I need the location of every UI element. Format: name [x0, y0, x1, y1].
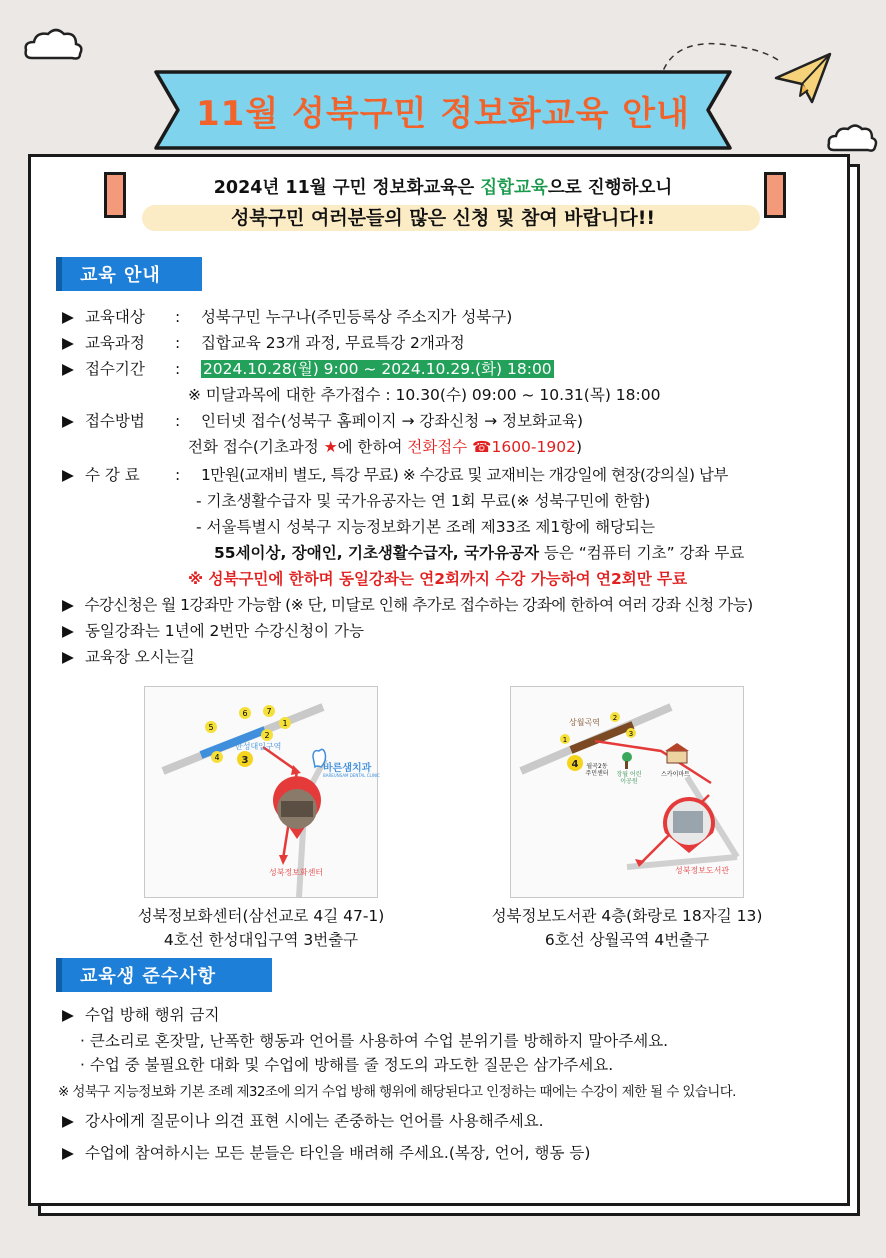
svg-text:1: 1	[282, 719, 288, 728]
law-note: ※ 성북구 지능정보화 기본 조례 제32조에 의거 수업 방해 행위에 해당된다고 인정하는 때에는 수강이 제한 될 수 있습니다.	[58, 1084, 736, 1100]
info-row-target: ▶ 교육대상 : 성북구민 누구나(주민등록상 주소지가 성북구)	[62, 308, 513, 326]
map1-landmark-en: BAREUNSAM DENTAL CLINIC	[323, 773, 380, 778]
intro-line-2: 성북구민 여러분들의 많은 신청 및 참여 바랍니다!!	[230, 207, 656, 229]
cloud-icon	[826, 122, 878, 156]
map2-station-label: 상월곡역	[569, 718, 600, 727]
map1-station-label: 한성대입구역	[235, 742, 282, 751]
info-row-period: ▶ 접수기간 : 2024.10.28(월) 9:00 ~ 2024.10.29.(화) 18:00	[62, 360, 552, 378]
conduct-sub-1: · 큰소리로 혼잣말, 난폭한 행동과 언어를 사용하여 수업 분위기를 방해하지 말아주세요.	[80, 1032, 669, 1050]
intro-line-1: 2024년 11월 구민 정보화교육은 집합교육으로 진행하오니	[213, 178, 673, 198]
svg-text:7: 7	[266, 707, 272, 716]
map2-landmark-2: 장월 어린이공원	[616, 771, 642, 785]
svg-text:1: 1	[562, 736, 568, 744]
conduct-row-2: ▶ 강사에게 질문이나 의견 표현 시에는 존중하는 언어를 사용해주세요.	[62, 1112, 544, 1130]
map1-caption: 성북정보화센터(삼선교로 4길 47-1) 4호선 한성대입구역 3번출구	[137, 907, 385, 949]
cloud-icon	[22, 26, 84, 64]
svg-text:4: 4	[214, 753, 220, 762]
svg-text:5: 5	[208, 723, 214, 732]
page-title: 11월 성북구민 정보화교육 안내	[196, 93, 690, 134]
svg-text:3: 3	[241, 755, 249, 766]
star-icon: ★	[323, 438, 338, 456]
phone-number: 전화접수 ☎1600-1902	[407, 438, 576, 456]
title-banner	[148, 68, 738, 152]
map2-destination: 성북정보도서관	[675, 866, 730, 875]
paper-plane-icon	[772, 48, 834, 106]
conduct-row-3: ▶ 수업에 참여하시는 모든 분들은 타인을 배려해 주세요.(복장, 언어, 행동 등)	[62, 1144, 591, 1162]
section-heading-rules: 교육생 준수사항	[56, 958, 272, 992]
svg-text:2: 2	[264, 731, 270, 740]
conduct-row-1: ▶ 수업 방해 행위 금지	[62, 1006, 220, 1024]
intro-highlight: 집합교육	[480, 178, 548, 198]
map1-landmark: 바른샘치과	[323, 763, 372, 774]
info-row-phone: 전화 접수(기초과정 ★에 한하여 전화접수 ☎1600-1902)	[188, 438, 583, 456]
map2-caption: 성북정보도서관 4층(화랑로 18자길 13) 6호선 상월곡역 4번출구	[491, 907, 763, 949]
svg-text:2: 2	[612, 714, 618, 722]
map2-landmark-1: 월곡2동 주민센터	[585, 763, 609, 777]
rule-row-3: ▶ 교육장 오시는길	[62, 648, 195, 666]
map-info-center	[144, 686, 378, 898]
fee-note-1: - 기초생활수급자 및 국가유공자는 연 1회 무료(※ 성북구민에 한함)	[196, 492, 651, 510]
map-library	[510, 686, 744, 898]
period-highlight: 2024.10.28(월) 9:00 ~ 2024.10.29.(화) 18:00	[202, 360, 552, 378]
fee-note-3: 55세이상, 장애인, 기초생활수급자, 국가유공자 등은 “컴퓨터 기초” 강좌 무료	[214, 544, 745, 562]
info-row-course: ▶ 교육과정 : 집합교육 23개 과정, 무료특강 2개과정	[62, 334, 465, 352]
info-row-fee: ▶ 수 강 료 : 1만원(교재비 별도, 특강 무료) ※ 수강료 및 교재비는 개강일에 현장(강의실) 납부	[62, 466, 728, 484]
svg-text:4: 4	[571, 759, 579, 770]
info-row-method: ▶ 접수방법 : 인터넷 접수(성북구 홈페이지 → 강좌신청 → 정보화교육)	[62, 412, 584, 430]
svg-text:6: 6	[242, 709, 248, 718]
fee-note-2: - 서울특별시 성북구 지능정보화기본 조례 제33조 제1항에 해당되는	[196, 518, 655, 536]
rule-row-2: ▶ 동일강좌는 1년에 2번만 수강신청이 가능	[62, 622, 364, 640]
map2-landmark-3: 스카이마트	[661, 771, 690, 778]
svg-text:3: 3	[628, 730, 634, 738]
section-heading-education: 교육 안내	[56, 257, 202, 291]
conduct-sub-2: · 수업 중 불필요한 대화 및 수업에 방해를 줄 정도의 과도한 질문은 삼가주세요.	[80, 1056, 614, 1074]
map1-destination: 성북정보화센터	[269, 868, 324, 877]
fee-note-4: ※ 성북구민에 한하며 동일강좌는 연2회까지 수강 가능하여 연2회만 무료	[188, 570, 688, 588]
info-row-period-note: ※ 미달과목에 대한 추가접수 : 10.30(수) 09:00 ~ 10.31(목) 18:00	[188, 386, 661, 404]
rule-row-1: ▶ 수강신청은 월 1강좌만 가능함 (※ 단, 미달로 인해 추가로 접수하는 강좌에 한하여 여러 강좌 신청 가능)	[62, 596, 753, 614]
